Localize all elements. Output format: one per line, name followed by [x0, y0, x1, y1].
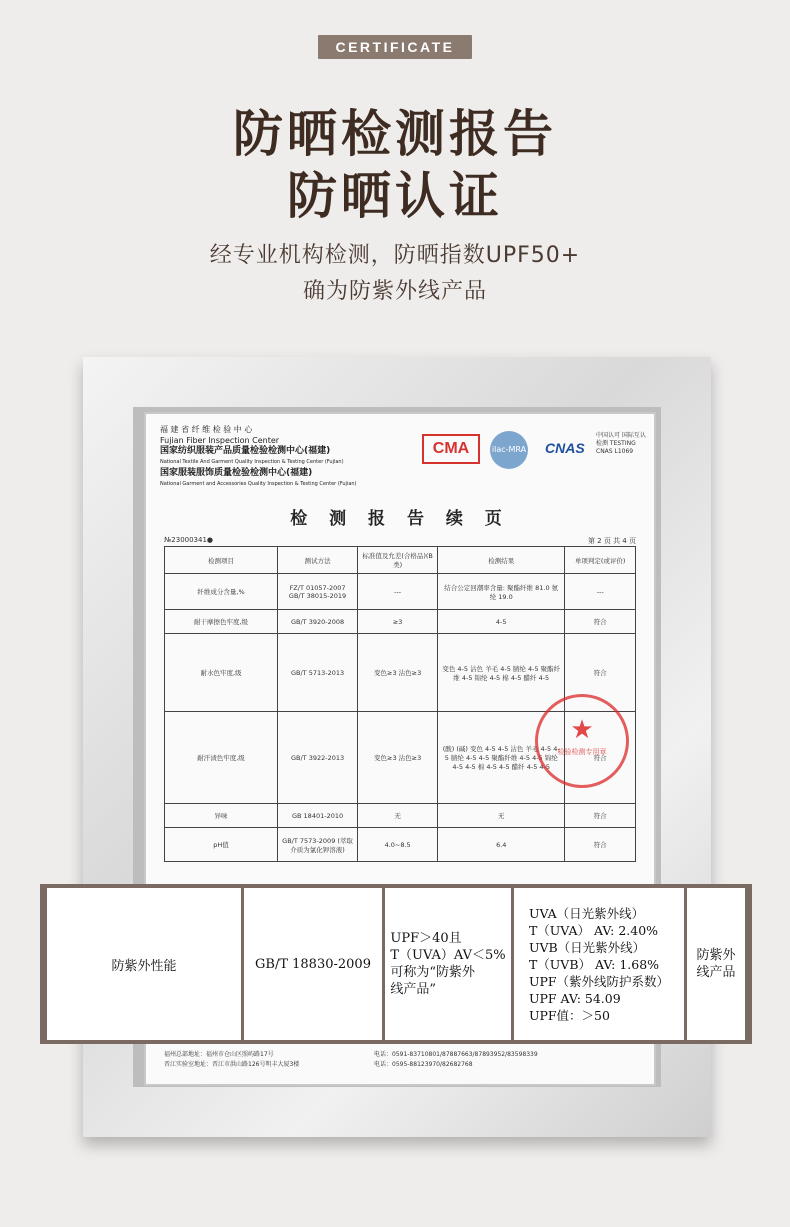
table-cell: GB/T 3920-2008 — [278, 610, 358, 634]
subtitle-line-2: 确为防紫外线产品 — [302, 279, 487, 304]
subtitle-line-1: 经专业机构检测，防晒指数UPF50+ — [209, 243, 581, 268]
page-title-secondary: 防晒认证 — [287, 167, 503, 225]
table-cell: GB/T 7573-2009 (萃取介质为氯化钾溶液) — [278, 828, 358, 862]
uv-performance-table — [44, 888, 748, 1040]
table-cell: GB/T 3922-2013 — [278, 712, 358, 804]
org-name-en: Fujian Fiber Inspection Center — [160, 436, 280, 445]
result-line: UPF AV: 54.09 — [528, 990, 621, 1006]
uv-result-cell — [514, 888, 684, 1040]
table-cell: GB 18401-2010 — [278, 804, 358, 828]
org-national-center: 国家纺织服装产品质量检验检测中心(福建) — [160, 446, 331, 456]
table-cell: 耐干摩擦色牢度,级 — [165, 610, 278, 634]
table-cell: 变色≥3 沾色≥3 — [358, 712, 438, 804]
table-cell: 符合 — [565, 828, 636, 862]
column-header: 检测项目 — [165, 547, 278, 574]
cma-logo: CMA — [422, 434, 480, 464]
org-header — [160, 424, 357, 490]
cnas-logo: CNAS — [545, 440, 585, 456]
column-header: 标准值及允差(合格品)(B类) — [358, 547, 438, 574]
org-garment-center: 国家服装服饰质量检验检测中心(福建) — [160, 468, 313, 478]
table-cell: 耐水色牢度,级 — [165, 634, 278, 712]
certificate-badge: CERTIFICATE — [318, 35, 472, 59]
footer-address-1: 福州总部地址：福州市仓山区照屿路17号 — [164, 1051, 274, 1058]
table-cell: (酸) (碱) 变色 4-5 4-5 沾色 羊毛 4-5 4-5 腈纶 4-5 4-5 聚酯纤维 4-5 4-5 锦纶 4-5 4-5 棉 4-5 4-5 醋纤 4-5 4-5 — [438, 712, 565, 804]
table-cell: 变色≥3 沾色≥3 — [358, 634, 438, 712]
uv-item-cell: 防紫外性能 — [47, 888, 241, 1040]
table-cell: 耐汗渍色牢度,级 — [165, 712, 278, 804]
uv-method-cell: GB/T 18830-2009 — [244, 888, 382, 1040]
table-cell: 变色 4-5 沾色 羊毛 4-5 腈纶 4-5 聚酯纤维 4-5 锦纶 4-5 棉 4-5 醋纤 4-5 — [438, 634, 565, 712]
footer-address-2: 晋江实验室地址：晋江市洪山路126号明丰大厦3楼 — [164, 1061, 300, 1068]
page-indicator: 第 2 页 共 4 页 — [587, 537, 636, 545]
table-row — [165, 828, 636, 862]
table-cell: 符合 — [565, 804, 636, 828]
table-cell: 4-5 — [438, 610, 565, 634]
table-cell: 符合 — [565, 634, 636, 712]
result-line: UVB（日光紫外线） — [528, 939, 646, 955]
org-national-center-en: National Textile And Garment Quality Inspection & Testing Center (Fujian) — [160, 459, 344, 465]
verdict-text: 防紫外线产品 — [696, 948, 736, 980]
table-header-row — [165, 547, 636, 574]
uv-standard-cell — [385, 888, 511, 1040]
standard-line: UPF＞40且 — [390, 931, 462, 946]
star-icon: ★ — [570, 715, 594, 745]
cnas-logo-caption: 中国认可 国际互认 检测 TESTING CNAS L1069 — [596, 432, 646, 455]
table-row — [47, 888, 745, 1040]
column-header: 测试方法 — [278, 547, 358, 574]
seal-text: 检验检测专用章 — [557, 748, 607, 756]
standard-line: T（UVA）AV＜5% — [390, 948, 506, 963]
table-row — [165, 574, 636, 610]
page-title: 防晒检测报告 — [233, 105, 557, 163]
report-number: №23000341● — [164, 536, 214, 544]
standard-line: 线产品” — [390, 982, 437, 997]
table-cell: pH值 — [165, 828, 278, 862]
table-row — [165, 610, 636, 634]
org-name-cn: 福 建 省 纤 维 检 验 中 心 — [160, 425, 253, 434]
table-row — [165, 804, 636, 828]
table-cell: 6.4 — [438, 828, 565, 862]
table-cell: 符合 — [565, 712, 636, 804]
table-cell: 无 — [438, 804, 565, 828]
column-header: 检测结果 — [438, 547, 565, 574]
footer-phone-2: 电话：0595-88123970/82682768 — [374, 1061, 473, 1068]
column-header: 单项判定(或评价) — [565, 547, 636, 574]
table-cell: ≥3 — [358, 610, 438, 634]
uv-verdict-cell — [687, 888, 745, 1040]
table-cell: GB/T 5713-2013 — [278, 634, 358, 712]
table-cell: 结合公定回潮率含量: 聚酯纤维 81.0 氨纶 19.0 — [438, 574, 565, 610]
result-line: UVA（日光紫外线） — [528, 905, 645, 921]
official-seal — [535, 694, 629, 788]
org-garment-center-en: National Garment and Accessories Quality Inspection & Testing Center (Fujian) — [160, 481, 357, 487]
table-cell: 无 — [358, 804, 438, 828]
result-line: T（UVA） AV: 2.40% — [528, 922, 659, 938]
table-cell: --- — [358, 574, 438, 610]
table-cell: 异味 — [165, 804, 278, 828]
table-cell: FZ/T 01057-2007 GB/T 38015-2019 — [278, 574, 358, 610]
table-cell: 纤维成分含量,% — [165, 574, 278, 610]
report-title: 检 测 报 告 续 页 — [290, 509, 510, 529]
ilac-mra-logo: ilac-MRA — [490, 431, 528, 469]
certificate-footer — [164, 1050, 636, 1070]
uv-performance-highlight — [40, 884, 752, 1044]
result-line: UPF值：＞50 — [528, 1007, 610, 1023]
table-cell: 4.0~8.5 — [358, 828, 438, 862]
result-line: T（UVB） AV: 1.68% — [528, 956, 660, 972]
result-line: UPF（紫外线防护系数） — [528, 973, 670, 989]
footer-phone-1: 电话：0591-83710801/87887663/87893952/83598339 — [374, 1051, 538, 1058]
footer-phones — [374, 1050, 538, 1070]
standard-line: 可称为“防紫外 — [390, 965, 476, 980]
table-cell: 符合 — [565, 610, 636, 634]
table-cell: --- — [565, 574, 636, 610]
